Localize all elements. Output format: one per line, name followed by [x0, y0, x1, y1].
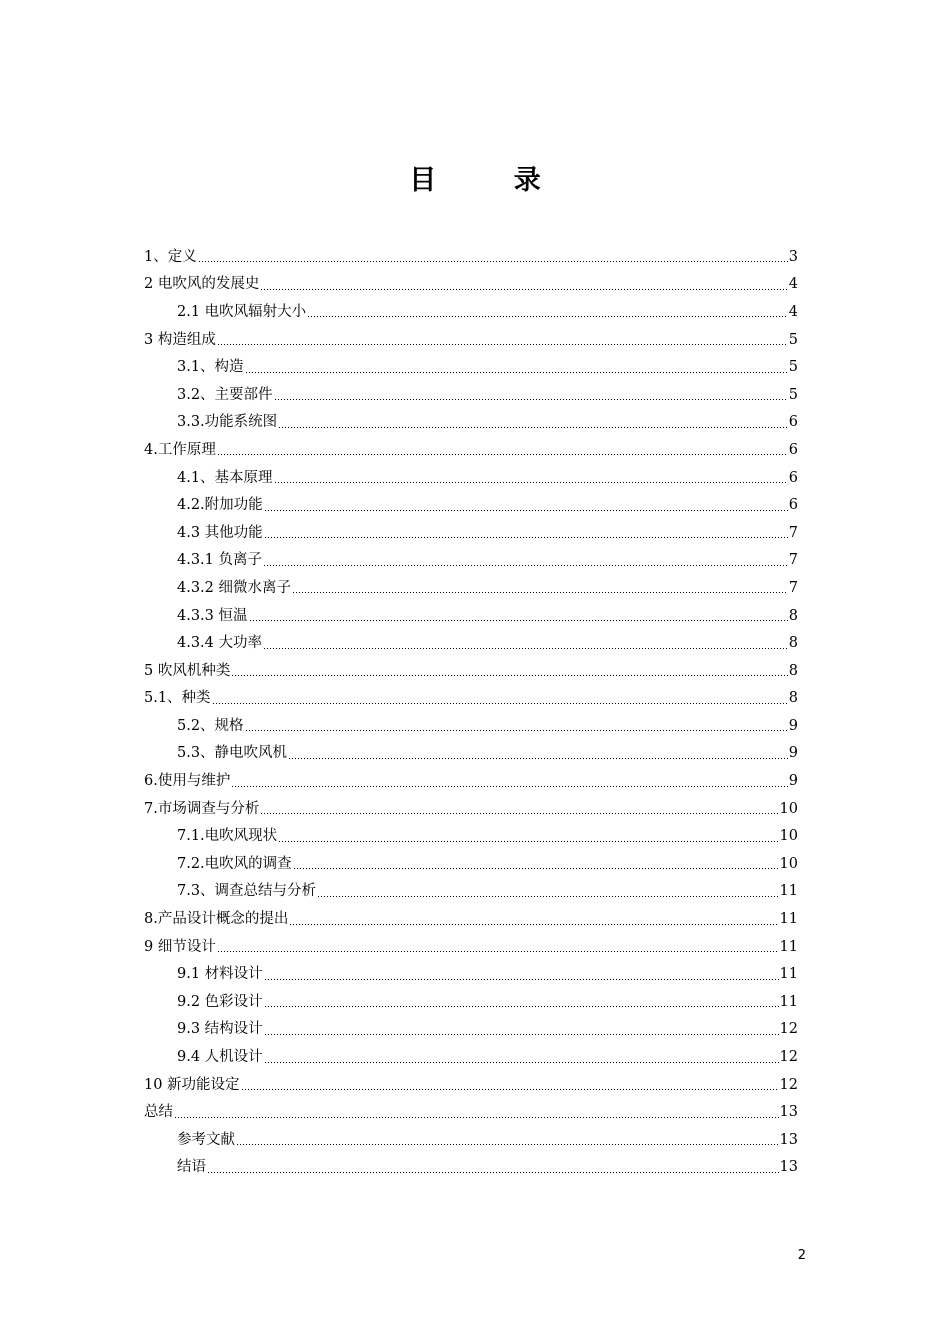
toc-entry-label: 5.2、规格	[177, 717, 244, 734]
toc-entry-page: 5	[788, 331, 798, 348]
toc-leader-dots	[217, 951, 779, 952]
toc-entry-page: 4	[788, 276, 798, 293]
toc-entry-page: 11	[779, 966, 798, 983]
toc-entry-label: 9.1 材料设计	[177, 966, 263, 983]
toc-entry-label: 1、定义	[144, 248, 197, 265]
toc-entry-page: 6	[788, 414, 798, 431]
toc-entry[interactable]	[144, 574, 798, 602]
toc-leader-dots	[241, 1089, 779, 1090]
table-of-contents	[144, 243, 798, 1181]
toc-entry-label: 4.3.3 恒温	[177, 607, 248, 624]
toc-entry-label: 3.3.功能系统图	[177, 414, 278, 431]
toc-leader-dots	[264, 510, 788, 511]
toc-entry-page: 6	[788, 441, 798, 458]
toc-leader-dots	[174, 1117, 779, 1118]
toc-entry-page: 10	[779, 828, 798, 845]
toc-entry-label: 8.产品设计概念的提出	[144, 911, 289, 928]
toc-entry[interactable]	[144, 1126, 798, 1154]
toc-entry-page: 9	[788, 745, 798, 762]
toc-entry-page: 11	[779, 911, 798, 928]
toc-entry[interactable]	[144, 740, 798, 768]
toc-leader-dots	[264, 1034, 779, 1035]
toc-entry-label: 5.3、静电吹风机	[177, 745, 288, 762]
toc-entry-page: 9	[788, 717, 798, 734]
toc-entry[interactable]	[144, 1098, 798, 1126]
toc-entry-page: 5	[788, 359, 798, 376]
toc-entry[interactable]	[144, 905, 798, 933]
toc-entry-page: 10	[779, 800, 798, 817]
toc-entry-page: 13	[779, 1131, 798, 1148]
toc-leader-dots	[217, 344, 788, 345]
toc-entry-page: 12	[779, 1049, 798, 1066]
toc-entry-label: 5 吹风机种类	[144, 662, 231, 679]
toc-entry-label: 3.2、主要部件	[177, 386, 273, 403]
toc-leader-dots	[264, 1006, 779, 1007]
toc-entry[interactable]	[144, 850, 798, 878]
toc-leader-dots	[317, 896, 778, 897]
toc-entry-label: 5.1、种类	[144, 690, 211, 707]
toc-entry[interactable]	[144, 1071, 798, 1099]
toc-entry[interactable]	[144, 712, 798, 740]
toc-entry-label: 10 新功能设定	[144, 1076, 240, 1093]
toc-entry[interactable]	[144, 795, 798, 823]
toc-entry[interactable]	[144, 657, 798, 685]
toc-entry[interactable]	[144, 298, 798, 326]
toc-entry-page: 9	[788, 773, 798, 790]
toc-entry-page: 4	[788, 303, 798, 320]
toc-leader-dots	[289, 924, 778, 925]
toc-leader-dots	[249, 620, 788, 621]
toc-entry-label: 9.4 人机设计	[177, 1049, 263, 1066]
toc-entry-page: 12	[779, 1076, 798, 1093]
toc-entry-page: 13	[779, 1159, 798, 1176]
toc-entry-label: 7.市场调查与分析	[144, 800, 260, 817]
toc-leader-dots	[264, 979, 779, 980]
toc-entry[interactable]	[144, 353, 798, 381]
toc-entry[interactable]	[144, 1154, 798, 1182]
toc-leader-dots	[264, 537, 788, 538]
toc-entry[interactable]	[144, 519, 798, 547]
toc-entry-page: 3	[788, 248, 798, 265]
toc-leader-dots	[245, 730, 788, 731]
toc-entry[interactable]	[144, 767, 798, 795]
toc-entry-label: 4.2.附加功能	[177, 497, 263, 514]
toc-entry-page: 11	[779, 993, 798, 1010]
toc-entry[interactable]	[144, 960, 798, 988]
toc-entry[interactable]	[144, 878, 798, 906]
toc-entry-page: 7	[788, 524, 798, 541]
toc-entry-page: 12	[779, 1021, 798, 1038]
toc-entry-page: 10	[779, 855, 798, 872]
toc-entry[interactable]	[144, 547, 798, 575]
toc-entry-label: 9.2 色彩设计	[177, 993, 263, 1010]
toc-leader-dots	[260, 289, 787, 290]
toc-leader-dots	[278, 427, 788, 428]
toc-entry[interactable]	[144, 602, 798, 630]
toc-entry[interactable]	[144, 1043, 798, 1071]
page-number: 2	[797, 1248, 806, 1263]
toc-leader-dots	[292, 592, 788, 593]
toc-entry-label: 结语	[177, 1159, 206, 1176]
toc-entry-page: 8	[788, 635, 798, 652]
toc-entry-label: 7.1.电吹风现状	[177, 828, 278, 845]
toc-entry-label: 2.1 电吹风辐射大小	[177, 303, 307, 320]
toc-entry[interactable]	[144, 491, 798, 519]
toc-entry[interactable]	[144, 436, 798, 464]
toc-leader-dots	[207, 1172, 779, 1173]
toc-entry-label: 4.3.2 细微水离子	[177, 579, 292, 596]
toc-leader-dots	[217, 454, 788, 455]
toc-entry[interactable]	[144, 464, 798, 492]
toc-entry-label: 4.1、基本原理	[177, 469, 273, 486]
toc-entry-page: 13	[779, 1104, 798, 1121]
toc-leader-dots	[198, 261, 788, 262]
toc-entry-label: 总结	[144, 1104, 173, 1121]
toc-entry[interactable]	[144, 629, 798, 657]
toc-leader-dots	[264, 1062, 779, 1063]
toc-entry-page: 8	[788, 662, 798, 679]
toc-entry-label: 9 细节设计	[144, 938, 216, 955]
toc-entry[interactable]	[144, 933, 798, 961]
toc-entry-label: 2 电吹风的发展史	[144, 276, 260, 293]
toc-leader-dots	[274, 482, 788, 483]
toc-leader-dots	[231, 675, 787, 676]
toc-entry-page: 11	[779, 938, 798, 955]
toc-leader-dots	[236, 1144, 779, 1145]
toc-entry[interactable]	[144, 822, 798, 850]
toc-entry[interactable]	[144, 409, 798, 437]
toc-entry[interactable]	[144, 988, 798, 1016]
toc-entry-page: 8	[788, 607, 798, 624]
toc-entry[interactable]	[144, 1016, 798, 1044]
toc-entry-label: 3.1、构造	[177, 359, 244, 376]
toc-leader-dots	[278, 841, 778, 842]
page-title: 目 录	[409, 165, 575, 196]
toc-entry-label: 4.工作原理	[144, 441, 216, 458]
toc-entry[interactable]	[144, 326, 798, 354]
toc-entry-label: 参考文献	[177, 1131, 235, 1148]
toc-leader-dots	[260, 813, 778, 814]
toc-entry-label: 4.3.1 负离子	[177, 552, 263, 569]
toc-entry[interactable]	[144, 381, 798, 409]
toc-entry-page: 7	[788, 579, 798, 596]
toc-leader-dots	[307, 316, 788, 317]
toc-leader-dots	[263, 565, 788, 566]
toc-entry-label: 9.3 结构设计	[177, 1021, 263, 1038]
toc-leader-dots	[231, 786, 787, 787]
toc-entry-page: 11	[779, 883, 798, 900]
toc-entry[interactable]	[144, 271, 798, 299]
toc-entry-label: 4.3 其他功能	[177, 524, 263, 541]
toc-entry-page: 7	[788, 552, 798, 569]
toc-entry-page: 8	[788, 690, 798, 707]
toc-entry-label: 4.3.4 大功率	[177, 635, 263, 652]
toc-entry-page: 6	[788, 469, 798, 486]
toc-entry-page: 6	[788, 497, 798, 514]
toc-leader-dots	[274, 399, 788, 400]
toc-leader-dots	[212, 703, 788, 704]
toc-entry-page: 5	[788, 386, 798, 403]
toc-leader-dots	[293, 868, 779, 869]
toc-leader-dots	[245, 372, 788, 373]
toc-entry[interactable]	[144, 685, 798, 713]
toc-entry-label: 7.2.电吹风的调查	[177, 855, 292, 872]
toc-entry-label: 6.使用与维护	[144, 773, 231, 790]
toc-entry[interactable]	[144, 243, 798, 271]
toc-leader-dots	[288, 758, 788, 759]
toc-leader-dots	[263, 648, 788, 649]
toc-entry-label: 3 构造组成	[144, 331, 216, 348]
toc-entry-label: 7.3、调查总结与分析	[177, 883, 317, 900]
